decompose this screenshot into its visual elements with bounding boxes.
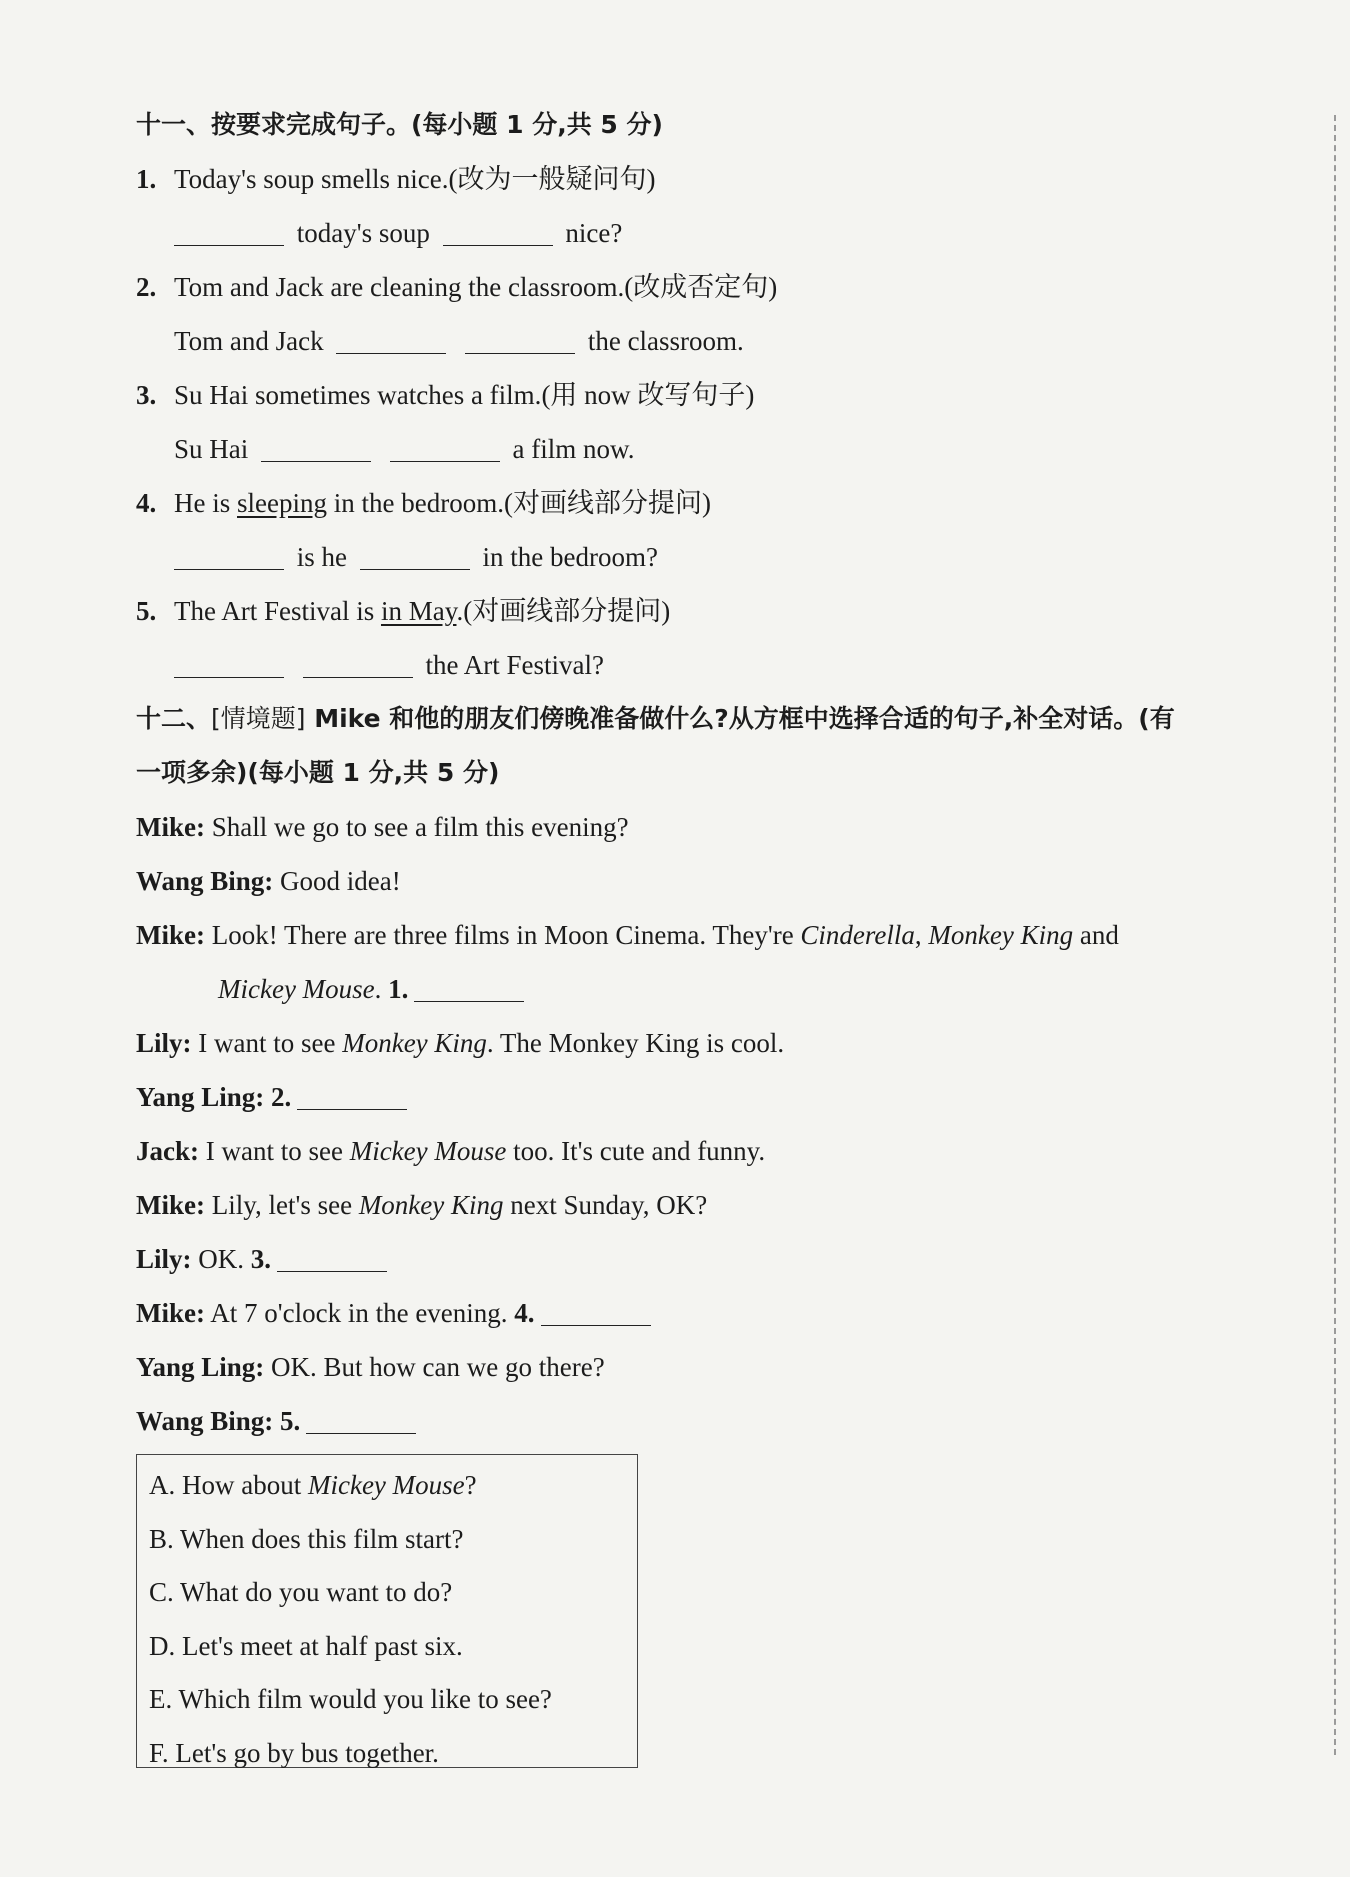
section-tag: [情境题] <box>211 704 306 733</box>
option-text: A. How about <box>149 1470 308 1500</box>
answer-line-4 <box>136 530 1306 584</box>
question-instruction: (改成否定句) <box>624 272 778 302</box>
answer-blank[interactable] <box>306 1432 416 1434</box>
utterance: and <box>1073 920 1119 950</box>
question-5 <box>136 584 1306 638</box>
answer-text: the classroom. <box>587 326 744 356</box>
answer-blank[interactable] <box>465 352 575 354</box>
content <box>136 98 1306 1768</box>
speaker: Jack: <box>136 1136 199 1166</box>
utterance: Look! There are three films in Moon Cinema. They're <box>204 920 801 950</box>
answer-blank[interactable] <box>174 676 284 678</box>
question-number: 3. <box>136 380 157 410</box>
answer-text: a film now. <box>512 434 635 464</box>
question-4 <box>136 476 1306 530</box>
answer-line-2 <box>136 314 1306 368</box>
underlined-word: sleeping <box>237 488 327 518</box>
answer-text: Tom and Jack <box>174 326 324 356</box>
utterance: Lily, let's see <box>204 1190 359 1220</box>
question-text: The Art Festival is <box>174 596 381 626</box>
dialogue-line <box>136 854 1306 908</box>
question-text: . <box>456 596 464 626</box>
film-title: Cinderella <box>800 920 915 950</box>
margin-dashed-rule <box>1334 115 1336 1755</box>
answer-blank[interactable] <box>261 460 371 462</box>
question-3 <box>136 368 1306 422</box>
option-c: C. What do you want to do? <box>149 1577 453 1607</box>
question-text: in the bedroom. <box>326 488 504 518</box>
question-number: 1. <box>136 164 157 194</box>
utterance: , <box>914 920 929 950</box>
utterance: Shall we go to see a film this evening? <box>204 812 629 842</box>
question-1 <box>136 152 1306 206</box>
question-number: 5. <box>136 596 157 626</box>
section-number: 十二、 <box>136 704 212 733</box>
dialogue-line <box>136 962 1306 1016</box>
option-f: F. Let's go by bus together. <box>149 1737 439 1768</box>
question-text: He is <box>174 488 237 518</box>
section-12-heading <box>136 692 1306 746</box>
answer-text: Su Hai <box>174 434 249 464</box>
answer-text: the Art Festival? <box>425 650 604 680</box>
dialogue-line <box>136 1394 1306 1448</box>
answer-line-5 <box>136 638 1306 692</box>
speaker: Lily: <box>136 1028 192 1058</box>
speaker: Mike: <box>136 920 205 950</box>
dialogue-line <box>136 1232 1306 1286</box>
blank-number: 3. <box>250 1244 272 1274</box>
answer-blank[interactable] <box>390 460 500 462</box>
utterance: At 7 o'clock in the evening. <box>204 1298 515 1328</box>
speaker: Wang Bing: <box>136 866 274 896</box>
dialogue-line <box>136 1070 1306 1124</box>
answer-line-3 <box>136 422 1306 476</box>
option-a <box>149 1459 637 1513</box>
speaker: Mike: <box>136 812 205 842</box>
section-11-heading: 十一、按要求完成句子。(每小题 1 分,共 5 分) <box>136 110 663 139</box>
answer-text: nice? <box>565 218 623 248</box>
answer-blank[interactable] <box>541 1324 651 1326</box>
utterance: next Sunday, OK? <box>503 1190 708 1220</box>
question-instruction: (对画线部分提问) <box>463 596 671 626</box>
option-e: E. Which film would you like to see? <box>149 1684 552 1714</box>
utterance: too. It's cute and funny. <box>506 1136 766 1166</box>
blank-number: 1. <box>388 974 409 1004</box>
answer-blank[interactable] <box>297 1108 407 1110</box>
answer-blank[interactable] <box>174 568 284 570</box>
answer-blank[interactable] <box>303 676 413 678</box>
dialogue-line <box>136 1340 1306 1394</box>
utterance: I want to see <box>191 1028 343 1058</box>
option-b: B. When does this film start? <box>149 1523 464 1554</box>
utterance: . <box>374 974 389 1004</box>
speaker: Mike: <box>136 1298 205 1328</box>
answer-blank[interactable] <box>443 244 553 246</box>
speaker: Lily: <box>136 1244 192 1274</box>
answer-text: is he <box>296 542 347 572</box>
utterance: I want to see <box>199 1136 350 1166</box>
question-text: Su Hai sometimes watches a film. <box>174 380 542 410</box>
answer-blank[interactable] <box>277 1270 387 1272</box>
dialogue-line <box>136 800 1306 854</box>
speaker: Yang Ling: <box>136 1082 265 1112</box>
dialogue-line <box>136 1124 1306 1178</box>
answer-blank[interactable] <box>336 352 446 354</box>
dialogue-line <box>136 1286 1306 1340</box>
utterance: OK. <box>191 1244 251 1274</box>
speaker: Wang Bing: <box>136 1406 274 1436</box>
utterance: OK. But how can we go there? <box>264 1352 605 1382</box>
film-title: Mickey Mouse <box>349 1136 507 1166</box>
section-instruction: Mike 和他的朋友们傍晚准备做什么?从方框中选择合适的句子,补全对话。(有 <box>305 704 1175 733</box>
blank-number: 4. <box>514 1298 535 1328</box>
option-d: D. Let's meet at half past six. <box>149 1630 463 1661</box>
blank-number: 5. <box>273 1406 301 1436</box>
utterance: Good idea! <box>273 866 401 896</box>
film-title: Monkey King <box>928 920 1074 950</box>
dialogue-line <box>136 1016 1306 1070</box>
dialogue-line <box>136 1178 1306 1232</box>
options-box <box>136 1454 638 1768</box>
answer-blank[interactable] <box>174 244 284 246</box>
question-text: Tom and Jack are cleaning the classroom. <box>174 272 625 302</box>
answer-text: in the bedroom? <box>482 542 658 572</box>
utterance: . The Monkey King is cool. <box>486 1028 785 1058</box>
film-title: Monkey King <box>358 1190 504 1220</box>
answer-blank[interactable] <box>360 568 470 570</box>
blank-number: 2. <box>264 1082 292 1112</box>
question-number: 4. <box>136 488 157 518</box>
speaker: Mike: <box>136 1190 205 1220</box>
speaker: Yang Ling: <box>136 1352 265 1382</box>
question-instruction: (对画线部分提问) <box>503 488 711 518</box>
film-title: Monkey King <box>342 1028 487 1058</box>
underlined-word: in May <box>380 596 457 626</box>
film-title: Mickey Mouse <box>218 974 375 1004</box>
answer-text: today's soup <box>296 218 430 248</box>
question-2 <box>136 260 1306 314</box>
answer-line-1 <box>136 206 1306 260</box>
section-12-heading-cont: 一项多余)(每小题 1 分,共 5 分) <box>136 758 500 787</box>
question-number: 2. <box>136 272 157 302</box>
question-instruction: (用 now 改写句子) <box>541 380 755 410</box>
option-text: ? <box>464 1470 477 1500</box>
question-text: Today's soup smells nice. <box>174 164 449 194</box>
question-instruction: (改为一般疑问句) <box>448 164 656 194</box>
answer-blank[interactable] <box>414 1000 524 1002</box>
dialogue-line <box>136 908 1306 962</box>
film-title: Mickey Mouse <box>307 1470 465 1500</box>
